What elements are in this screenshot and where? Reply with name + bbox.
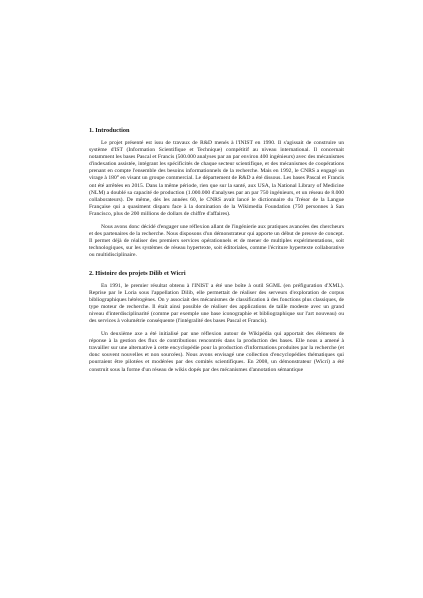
section-introduction <box>89 127 344 260</box>
paragraph: Un deuxième axe a été initialisé par une réflexion autour de Wikipédia qui apportait des éléments de réponse à la gestion des flux de contributions rencontrés dans la production des bases. Elle nous a amené à travailler sur une alternative à cette encyclopédie pour la production d'informations produites par la recherche (et donc souvent nouvelles et non sourcées). Nous avons envisagé une collection d'encyclopédies thématiques qui pourraient être pilotées et modérées par des comités scientifiques. En 2008, un démonstrateur (Wicri) a été construit sous la forme d'un réseau de wikis dopés par des mécanismes d'annotation sémantique <box>89 331 344 373</box>
paragraph: En 1991, le premier résultat obtenu à l'INIST a été une boîte à outil SGML (en préfiguration d'XML). Reprise par le Loria sous l'appellation Dilib, elle permettait de réaliser des serveurs d'exploration de corpus bibliographiques hétérogènes. On y associait des mécanismes de classification à des fonctions plus classiques, de type moteur de recherche. Il était ainsi possible de réaliser des applications de taille modeste avec un grand niveau d'interdisciplinarité (comme par exemple une base iconographie et bibliographique sur l'art nouveau) ou des services à volumétrie conséquente (l'intégralité des bases Pascal et Francis). <box>89 282 344 324</box>
paragraph: Nous avons donc décidé d'engager une réflexion allant de l'ingénierie aux pratiques avancées des chercheurs et des partenaires de la recherche. Nous disposons d'un démonstrateur qui apporte un début de preuve de concept. Il permet déjà de réaliser des premiers services opérationnels et de mener de multiples expérimentations, soit technologiques, sur les systèmes de réseau hypertexte, soit éditoriales, comme l'écriture hypertexte collaborative ou multidisciplinaire. <box>89 224 344 259</box>
section-history <box>89 270 344 374</box>
paragraph: Le projet présenté est issu de travaux de R&D menés à l'INIST en 1990. Il s'agissait de construire un système d'IST (Information Scientifique et Technique) compétitif au niveau international. Il concernait notamment les bases Pascal et Francis (500.000 analyses par an par environ 400 ingénieurs) avec des mécanismes d'indexation assistée, intégrant les spécificités de chaque secteur scientifique, et des mécanismes de coopérations prenant en compte l'ensemble des besoins informationnels de la recherche. Mais en 1992, le CNRS a engagé un virage à 180° en visant un groupe commercial. Le département de R&D a été dissous. Les bases Pascal et Francis ont été arrêtées en 2015. Dans la même période, rien que sur la santé, aux USA, la National Library of Medicine (NLM) a doublé sa capacité de production (1.000.000 d'analyses par an par 750 ingénieurs, et un réseau de 8.000 collaborateurs). De même, dès les années 60, le CNRS avait lancé le dictionnaire du Trésor de la Langue Française qui a quasiment disparu face à la domination de la Wikimedia Foundation (750 personnes à San Francisco, plus de 200 millions de dollars de chiffre d'affaires). <box>89 140 344 217</box>
section-heading: 1. Introduction <box>89 127 130 134</box>
section-heading: 2. Histoire des projets Dilib et Wicri <box>89 269 186 277</box>
